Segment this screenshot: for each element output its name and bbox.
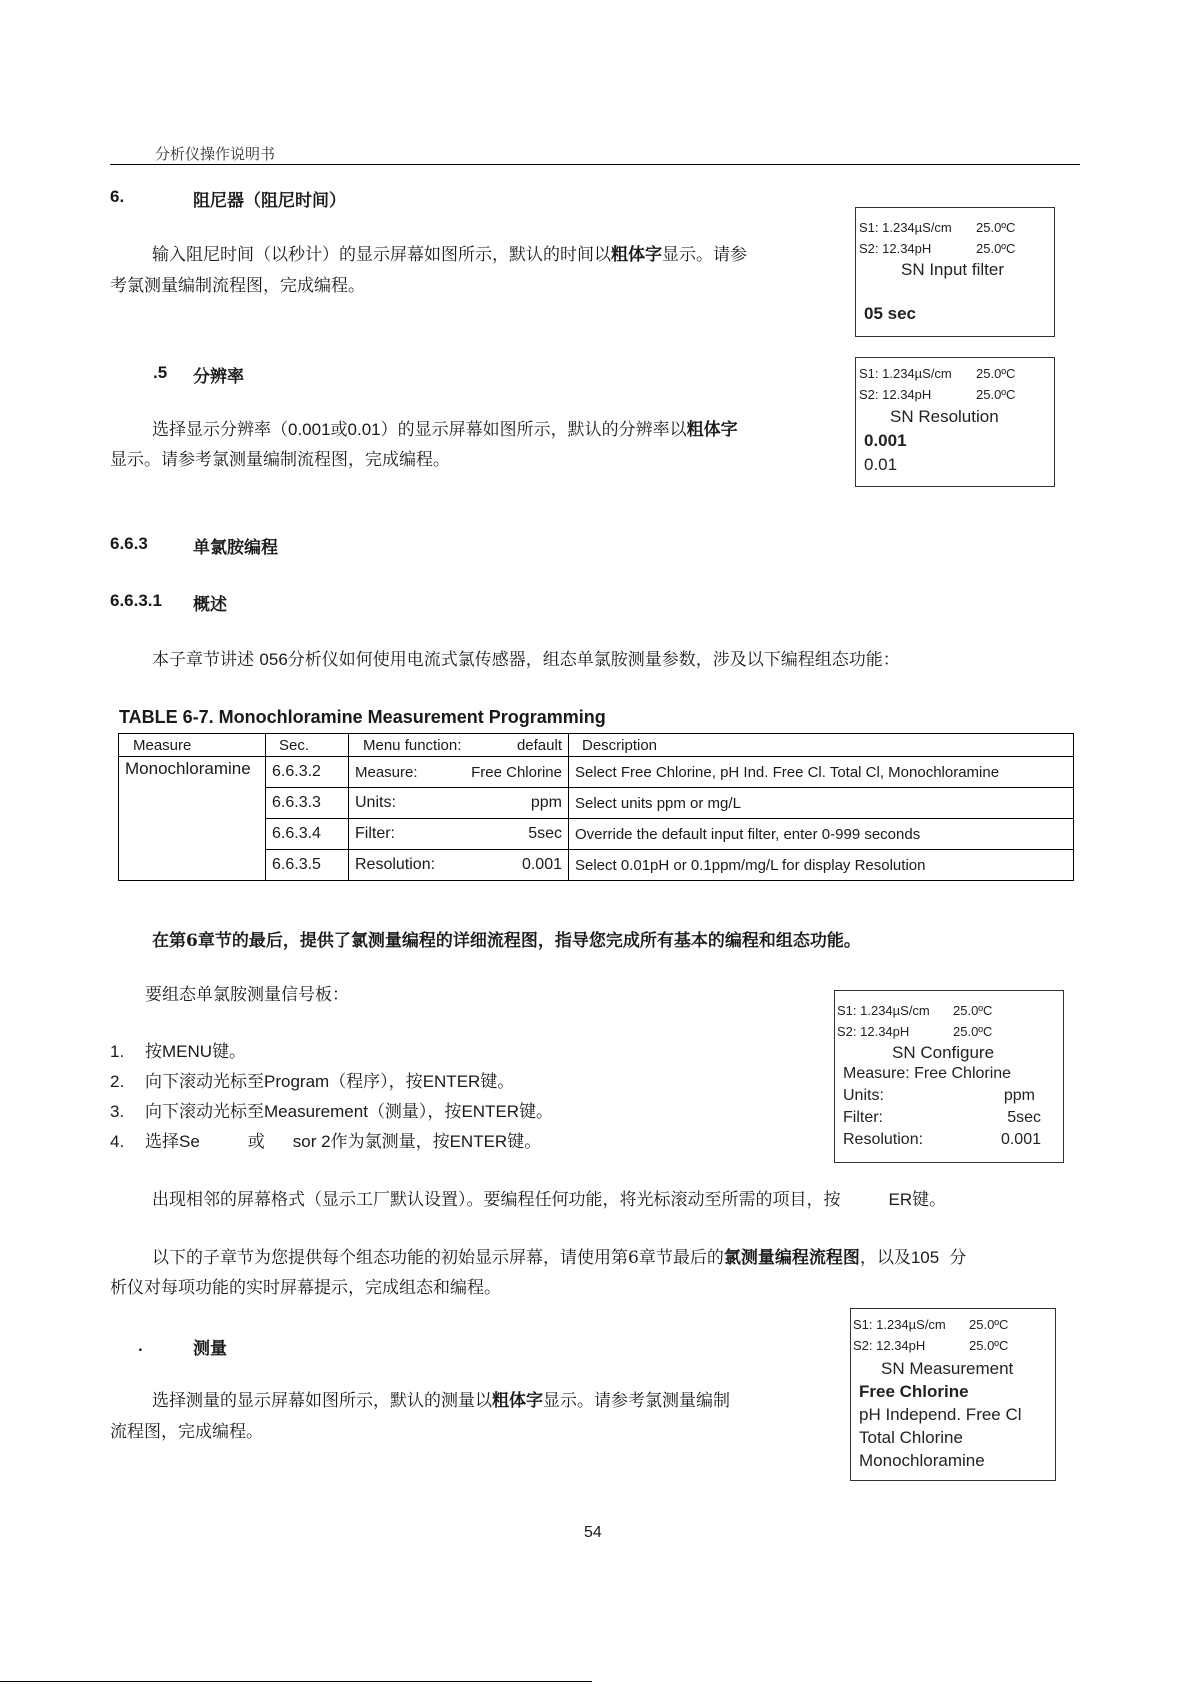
text: 选择 xyxy=(145,1132,179,1152)
running-header: 分析仪操作说明书 xyxy=(155,145,276,163)
default-value: ppm xyxy=(530,794,562,811)
lcd-screen-measurement xyxy=(850,1308,1056,1481)
s1-temperature: 25.0ºC xyxy=(976,220,1016,235)
option-selected: Free Chlorine xyxy=(859,1382,969,1401)
text: 键。 xyxy=(912,1190,947,1210)
s1-temperature: 25.0ºC xyxy=(969,1317,1009,1332)
paragraph xyxy=(152,1184,1092,1216)
paragraph-line: 析仪对每项功能的实时屏幕提示，完成组态和编程。 xyxy=(110,1278,501,1298)
text: 键。 xyxy=(480,1072,515,1092)
text: 本子章节讲述 xyxy=(152,650,260,670)
screen-title: SN Input filter xyxy=(901,260,1004,279)
key-name: ER xyxy=(888,1190,913,1209)
screen-title: SN Measurement xyxy=(881,1359,1014,1378)
bold-note: 在第6章节的最后，提供了氯测量编程的详细流程图，指导您完成所有基本的编程和组态功能。 xyxy=(152,931,861,951)
s2-temperature: 25.0ºC xyxy=(976,241,1016,256)
text: ）的显示屏幕如图所示，默认的分辨率以 xyxy=(380,420,687,440)
units-value: ppm xyxy=(1003,1087,1035,1104)
lcd-screen-input-filter xyxy=(855,207,1055,337)
text: 键。 xyxy=(519,1102,554,1122)
table-cell-sec: 6.6.3.5 xyxy=(266,850,349,881)
s2-reading: S2: 12.34pH xyxy=(837,1024,910,1039)
text: 按 xyxy=(145,1042,162,1062)
key-name: Measurement xyxy=(264,1102,368,1121)
table-cell-menu xyxy=(349,850,569,881)
column-header-text: Sec. xyxy=(279,736,310,754)
paragraph xyxy=(152,1386,832,1417)
column-header xyxy=(119,734,266,757)
table-cell-description: Select 0.01pH or 0.1ppm/mg/L for display Resolution xyxy=(569,850,1074,881)
column-header xyxy=(349,734,569,757)
column-header-text: Measure xyxy=(133,736,192,754)
section-title: 分辨率 xyxy=(193,367,244,387)
lcd-screen-configure xyxy=(834,990,1064,1163)
table-cell-sec: 6.6.3.2 xyxy=(266,757,349,788)
filter-label: Filter: xyxy=(843,1109,883,1126)
model-number: 056 xyxy=(259,650,288,669)
step xyxy=(145,1066,514,1098)
text: 或 xyxy=(247,1132,265,1152)
text: 显示。请参 xyxy=(662,245,747,265)
screen-title: SN Configure xyxy=(892,1043,995,1062)
key-name: ENTER xyxy=(461,1102,520,1121)
text: 分析仪如何使用电流式氯传感器，组态单氯胺测量参数，涉及以下编程组态功能： xyxy=(287,650,900,670)
s1-reading: S1: 1.234µS/cm xyxy=(859,366,952,381)
table-cell-description: Select Free Chlorine, pH Ind. Free Cl. Total Cl, Monochloramine xyxy=(569,757,1074,788)
paragraph xyxy=(152,240,832,271)
key-name: ENTER xyxy=(449,1132,508,1151)
column-header xyxy=(266,734,349,757)
step xyxy=(145,1036,246,1068)
resolution-label: Resolution: xyxy=(843,1131,924,1148)
step-number: 1. xyxy=(110,1042,125,1061)
step xyxy=(145,1126,541,1158)
config-intro: 要组态单氯胺测量信号板： xyxy=(145,985,349,1005)
key-name: sor 2 xyxy=(292,1132,331,1151)
table-cell-sec: 6.6.3.3 xyxy=(266,788,349,819)
programming-table xyxy=(118,733,1074,881)
s2-reading: S2: 12.34pH xyxy=(853,1338,926,1353)
s1-reading: S1: 1.234µS/cm xyxy=(859,220,952,235)
section-number: 6. xyxy=(110,187,125,206)
section-number: 6.6.3.1 xyxy=(110,591,162,610)
screen-title: SN Resolution xyxy=(890,407,999,426)
text: 作为氯测量，按 xyxy=(330,1132,450,1152)
text: （程序），按 xyxy=(329,1072,423,1092)
section-title: 概述 xyxy=(193,595,227,615)
bold-text: 氯测量编程流程图 xyxy=(723,1248,860,1268)
step-number: 3. xyxy=(110,1102,125,1121)
filter-value: 05 sec xyxy=(864,304,916,323)
paragraph xyxy=(152,1242,1092,1274)
s1-reading: S1: 1.234µS/cm xyxy=(837,1003,930,1018)
step-number: 2. xyxy=(110,1072,125,1091)
s1-temperature: 25.0ºC xyxy=(976,366,1016,381)
bold-text: 粗体字 xyxy=(686,420,738,440)
key-name: MENU xyxy=(162,1042,213,1061)
header-rule xyxy=(110,164,1080,165)
bold-text: 粗体字 xyxy=(611,245,662,265)
page-number: 54 xyxy=(584,1524,602,1541)
units-label: Units: xyxy=(843,1087,884,1104)
paragraph xyxy=(152,644,1082,676)
table-cell-menu xyxy=(349,757,569,788)
section-number: .5 xyxy=(153,363,168,382)
bold-text: 粗体字 xyxy=(492,1391,543,1411)
column-header-text: default xyxy=(516,736,562,754)
s2-temperature: 25.0ºC xyxy=(969,1338,1009,1353)
measure-row: Measure: Free Chlorine xyxy=(843,1065,1012,1082)
text: 选择测量的显示屏幕如图所示，默认的测量以 xyxy=(152,1391,492,1411)
text: 显示。请参考氯测量编制 xyxy=(543,1391,730,1411)
section-title: 阻尼器（阻尼时间） xyxy=(193,191,346,211)
table-cell-menu xyxy=(349,819,569,850)
s2-reading: S2: 12.34pH xyxy=(859,241,932,256)
text: 向下滚动光标至 xyxy=(145,1102,264,1122)
footer-rule xyxy=(0,1681,592,1682)
default-value: 0.001 xyxy=(521,856,562,873)
paragraph-line: 显示。请参考氯测量编制流程图，完成编程。 xyxy=(110,450,450,470)
key-name: ENTER xyxy=(422,1072,481,1091)
column-header-text: Description xyxy=(582,736,658,754)
table-header-row xyxy=(119,734,1074,757)
default-value: Free Chlorine xyxy=(471,763,562,781)
menu-label: Resolution: xyxy=(355,856,436,873)
text: 分 xyxy=(949,1248,967,1268)
paragraph-line: 流程图，完成编程。 xyxy=(110,1422,263,1442)
value-text: 0.001或0.01 xyxy=(288,420,381,439)
s2-reading: S2: 12.34pH xyxy=(859,387,932,402)
option: pH Independ. Free Cl xyxy=(859,1405,1022,1424)
table-cell-measure: Monochloramine xyxy=(119,757,266,881)
model-number: 105 xyxy=(910,1248,940,1267)
table-cell-sec: 6.6.3.4 xyxy=(266,819,349,850)
text: 输入阻尼时间（以秒计）的显示屏幕如图所示，默认的时间以 xyxy=(152,245,611,265)
text: （测量），按 xyxy=(367,1102,462,1122)
option: Total Chlorine xyxy=(859,1428,963,1447)
section-title: 测量 xyxy=(193,1339,227,1359)
menu-label: Units: xyxy=(355,794,396,811)
section-number: 6.6.3 xyxy=(110,534,148,553)
column-header-text: Menu function: xyxy=(363,736,462,754)
text: 以下的子章节为您提供每个组态功能的初始显示屏幕，请使用第6章节最后的 xyxy=(152,1248,724,1268)
text: 出现相邻的屏幕格式（显示工厂默认设置）。要编程任何功能，将光标滚动至所需的项目，按 xyxy=(152,1190,841,1210)
column-header xyxy=(569,734,1074,757)
option: Monochloramine xyxy=(859,1451,985,1470)
paragraph xyxy=(152,414,842,446)
resolution-value: 0.001 xyxy=(1000,1131,1041,1148)
s2-temperature: 25.0ºC xyxy=(953,1024,993,1039)
text: ，以及 xyxy=(859,1248,911,1268)
text: 键。 xyxy=(507,1132,542,1152)
text: 选择显示分辨率（ xyxy=(152,420,288,440)
s1-temperature: 25.0ºC xyxy=(953,1003,993,1018)
table-cell-menu xyxy=(349,788,569,819)
s2-temperature: 25.0ºC xyxy=(976,387,1016,402)
filter-value: 5sec xyxy=(1007,1109,1041,1126)
key-name: Program xyxy=(264,1072,330,1091)
lcd-screen-resolution xyxy=(855,357,1055,487)
text: 键。 xyxy=(212,1042,247,1062)
table-caption: TABLE 6-7. Monochloramine Measurement Programming xyxy=(119,707,606,727)
menu-label: Filter: xyxy=(355,825,395,842)
step-number: 4. xyxy=(110,1132,125,1151)
menu-label: Measure: xyxy=(355,763,418,781)
section-title: 单氯胺编程 xyxy=(193,538,278,558)
option: 0.01 xyxy=(864,455,898,474)
text: 向下滚动光标至 xyxy=(145,1072,264,1092)
paragraph-line: 考氯测量编制流程图，完成编程。 xyxy=(110,276,365,296)
key-name: Se xyxy=(179,1132,200,1151)
table-cell-description: Override the default input filter, enter 0-999 seconds xyxy=(569,819,1074,850)
step xyxy=(145,1096,553,1128)
option-selected: 0.001 xyxy=(864,431,907,450)
section-number: . xyxy=(138,1336,143,1355)
table-cell-description: Select units ppm or mg/L xyxy=(569,788,1074,819)
table-row xyxy=(119,757,1074,788)
default-value: 5sec xyxy=(528,825,562,842)
s1-reading: S1: 1.234µS/cm xyxy=(853,1317,946,1332)
